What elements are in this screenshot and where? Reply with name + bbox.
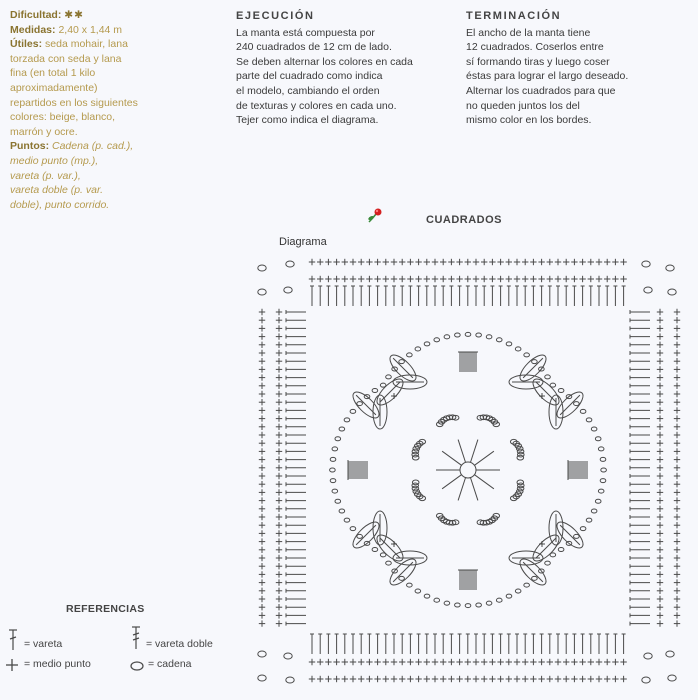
vareta-doble-symbol-icon	[129, 625, 143, 651]
ejecucion-line: Tejer como indica el diagrama.	[236, 114, 379, 127]
utiles-line: marrón y ocre.	[10, 125, 78, 138]
terminacion-line: éstas para lograr el largo deseado.	[466, 70, 629, 83]
ejecucion-heading: EJECUCIÓN	[236, 10, 315, 22]
utiles-line: repartidos en los siguientes	[10, 96, 138, 109]
dificultad-label: Dificultad:	[10, 9, 62, 21]
utiles-label: Útiles:	[10, 38, 43, 51]
puntos-label: Puntos:	[10, 140, 50, 153]
utiles-line: fina (en total 1 kilo	[10, 67, 96, 80]
utiles-line: torzada con seda y lana	[10, 52, 122, 65]
cuadrados-title: CUADRADOS	[426, 214, 502, 226]
cadena-symbol-icon	[129, 660, 145, 672]
terminacion-line: Alternar los cuadrados para que	[466, 84, 616, 97]
ejecucion-line: el modelo, cambiando el orden	[236, 84, 380, 97]
ref-vareta-doble: = vareta doble	[146, 638, 213, 650]
referencias-title: REFERENCIAS	[66, 603, 145, 615]
dificultad-stars: ✱✱	[64, 9, 84, 21]
puntos-line: doble), punto corrido.	[10, 198, 110, 211]
medidas-value: 2,40 x 1,44 m	[58, 23, 123, 36]
utiles-line: colores: beige, blanco,	[10, 111, 116, 124]
terminacion-heading: TERMINACIÓN	[466, 10, 562, 22]
terminacion-line: no queden juntos los del	[466, 99, 580, 112]
terminacion-line: 12 cuadrados. Coserlos entre	[466, 41, 604, 54]
terminacion-line: El ancho de la manta tiene	[466, 26, 591, 39]
medio-punto-symbol-icon	[5, 658, 19, 672]
ejecucion-line: La manta está compuesta por	[236, 26, 375, 39]
ejecucion-line: parte del cuadrado como indica	[236, 70, 383, 83]
diagrama-label: Diagrama	[279, 236, 327, 248]
ref-cadena: = cadena	[148, 658, 192, 670]
ref-vareta: = vareta	[24, 638, 63, 650]
utiles-line: aproximadamente)	[10, 81, 98, 94]
terminacion-line: mismo color en los bordes.	[466, 114, 592, 127]
puntos-line: vareta doble (p. var.	[10, 184, 103, 197]
puntos-line: vareta (p. var.),	[10, 169, 81, 182]
ref-medio-punto: = medio punto	[24, 658, 91, 670]
vareta-symbol-icon	[6, 628, 20, 652]
terminacion-line: sí formando tiras y luego coser	[466, 55, 610, 68]
ejecucion-line: de texturas y colores en cada uno.	[236, 99, 397, 112]
medidas-label: Medidas:	[10, 23, 56, 36]
puntos-line: Cadena (p. cad.),	[52, 140, 134, 153]
ejecucion-line: Se deben alternar los colores en cada	[236, 55, 413, 68]
puntos-line: medio punto (mp.),	[10, 154, 99, 167]
utiles-line: seda mohair, lana	[45, 38, 128, 51]
ejecucion-line: 240 cuadrados de 12 cm de lado.	[236, 41, 392, 54]
